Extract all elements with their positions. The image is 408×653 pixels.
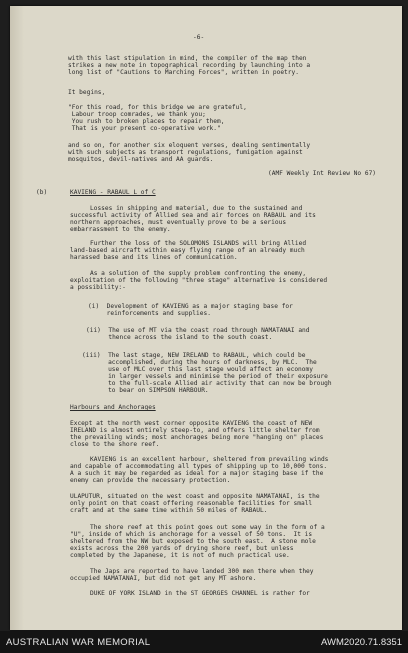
para6-line-2: IRELAND is almost entirely steep-to, and offers little shelter from [70,427,320,434]
para5-line-1: As a solution of the supply problem confronting the enemy, [90,270,307,277]
poem-line-1: "For this road, for this bridge we are grateful, [68,104,247,111]
footer-accession-number: AWM2020.71.8351 [321,637,402,648]
para7-line-3: A a such it may be regarded as ideal for a major staging base if the [70,470,324,477]
item-3-line-4: in larger vessels and minimise the period of their exposure [82,373,328,380]
para8-line-2: only point on that coast offering reasonable facilities for small [70,500,313,507]
poem-line-3: You rush to broken places to repair them, [68,118,225,125]
poem-line-2: Labour troop comrades, we thank you; [68,111,206,118]
para9-line-4: exists across the 200 yards of drying shore reef, but unless [70,545,294,552]
para3-line-3: northern approaches, must eventually prove to be a serious [70,219,287,226]
subheading-harbours: Harbours and Anchorages [70,404,156,411]
para7-line-2: and capable of accommodating all types of shipping up to 10,000 tons. [70,463,328,470]
archive-footer [0,631,408,653]
para11-line-1: DUKE OF YORK ISLAND in the ST GEORGES CHANNEL is rather for [90,590,310,597]
para6-line-3: the prevailing winds; most anchorages being more "hanging on" places [70,434,324,441]
para2-line-3: mosquitos, devil-natives and AA guards. [68,156,214,163]
item-3-line-3: use of MLC over this last stage would affect an economy [82,366,313,373]
item-3-line-5: to the full-scale Allied air activity that can now be brough [82,380,332,387]
poem-line-4: That is your present co-operative work." [68,125,221,132]
document-page [10,6,402,630]
para10-line-2: occupied NAMATANAI, but did not get any MT ashore. [70,575,257,582]
item-3-line-2: accomplished, during the hours of darkness, by MLC. The [82,359,317,366]
para8-line-3: craft and at the same time within 50 miles of RABAUL. [70,507,268,514]
page-number: -6- [193,34,205,41]
item-2-line-1: (ii) The use of MT via the coast road through NAMATANAI and [86,327,310,334]
para7-line-4: enemy can provide the necessary protection. [70,477,231,484]
para4-line-2: land-based aircraft within easy flying range of an already much [70,247,305,254]
para3-line-1: Losses in shipping and material, due to the sustained and [90,205,303,212]
para6-line-1: Except at the north west corner opposite KAVIENG the coast of NEW [70,420,313,427]
para8-line-1: ULAPUTUR, situated on the west coast and opposite NAMATANAI, is the [70,493,320,500]
para1-line-1: with this last stipulation in mind, the compiler of the map then [68,55,307,62]
para1-line-2: strikes a new note in topographical recording by launching into a [68,62,311,69]
item-3-line-6: to bear on SIMPSON HARBOUR. [82,387,209,394]
para1-line-3: long list of "Cautions to Marching Forces", written in poetry. [68,69,299,76]
item-2-line-2: thence across the island to the south coast. [86,334,273,341]
para7-line-1: KAVIENG is an excellent harbour, sheltered from prevailing winds [90,456,329,463]
para5-line-3: a possibility:- [70,284,126,291]
item-1-line-1: (i) Development of KAVIENG as a major staging base for [88,303,293,310]
para5-line-2: exploitation of the following "three stage" alternative is considered [70,277,328,284]
para4-line-3: harassed base and its lines of communication. [70,254,238,261]
footer-institution: AUSTRALIAN WAR MEMORIAL [6,637,151,648]
para4-line-1: Further the loss of the SOLOMONS ISLANDS will bring Allied [90,240,307,247]
item-1-line-2: reinforcements and supplies. [88,310,211,317]
para9-line-3: sheltered from the NW but exposed to the south east. A stone mole [70,538,316,545]
source-citation: (AMF Weekly Int Review No 67) [268,170,377,177]
para2-line-1: and so on, for another six eloquent verses, dealing sentimentally [68,142,311,149]
para6-line-4: close to the shore reef. [70,441,160,448]
section-marker: (b) [36,189,48,196]
para10-line-1: The Japs are reported to have landed 300 men there when they [90,568,314,575]
para3-line-4: embarrassment to the enemy. [70,226,171,233]
section-title: KAVIENG - RABAUL L of C [70,189,156,196]
para9-line-1: The shore reef at this point goes out some way in the form of a [90,524,325,531]
para9-line-5: completed by the Japanese, it is not of much practical use. [70,552,290,559]
para9-line-2: "U", inside of which is anchorage for a vessel of 50 tons. It is [70,531,313,538]
it-begins: It begins, [68,89,106,96]
para2-line-2: with such subjects as transport regulations, fumigation against [68,149,303,156]
item-3-line-1: (iii) The last stage, NEW IRELAND to RABAUL, which could be [82,352,306,359]
para3-line-2: successful activity of Allied sea and air forces on RABAUL and its [70,212,316,219]
